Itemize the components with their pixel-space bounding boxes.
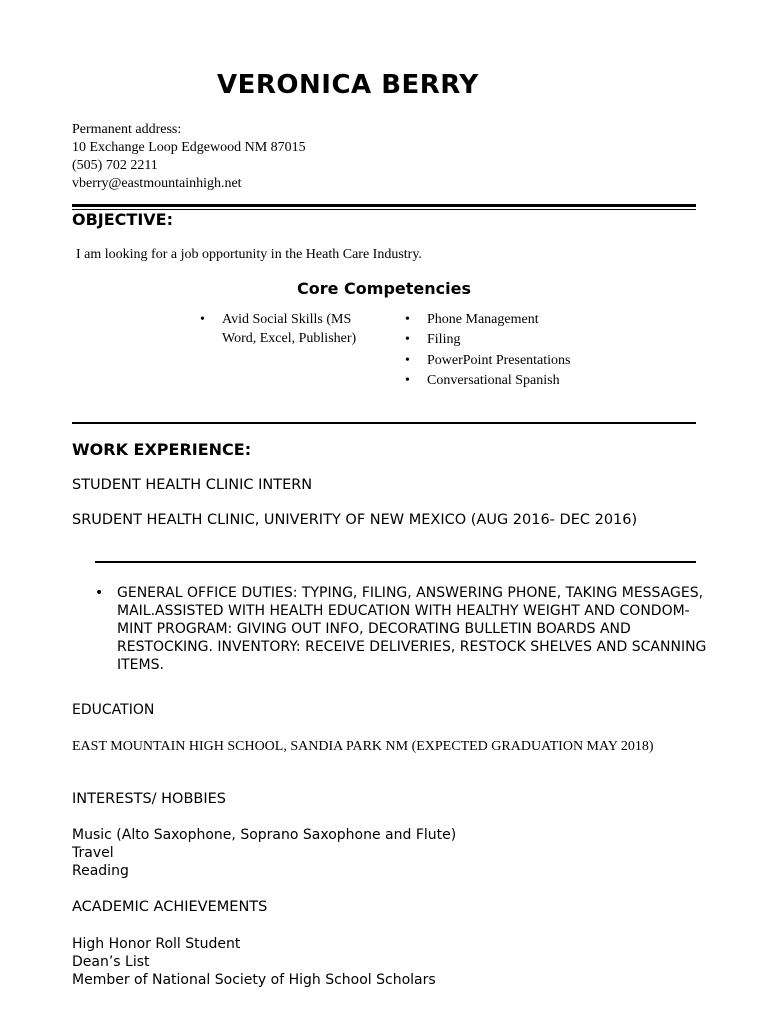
address: 10 Exchange Loop Edgewood NM 87015 bbox=[72, 140, 306, 155]
list-item: Music (Alto Saxophone, Soprano Saxophone and Flute) bbox=[72, 827, 457, 843]
list-item: Travel bbox=[72, 845, 114, 861]
list-item: Dean’s List bbox=[72, 954, 150, 970]
address-label: Permanent address: bbox=[72, 122, 182, 137]
competency-text: PowerPoint Presentations bbox=[427, 352, 571, 368]
competency-text: Filing bbox=[427, 332, 461, 348]
list-item: Member of National Society of High School Scholars bbox=[72, 972, 436, 988]
competency-text: Avid Social Skills (MS Word, Excel, Publisher) bbox=[222, 312, 357, 346]
contact-block bbox=[72, 121, 306, 193]
education-heading: EDUCATION bbox=[72, 702, 155, 718]
list-item bbox=[200, 310, 370, 348]
bullet-icon: • bbox=[405, 332, 410, 348]
bullet-icon: • bbox=[405, 352, 410, 368]
list-item bbox=[405, 330, 625, 349]
section-divider bbox=[72, 422, 696, 424]
work-divider bbox=[95, 561, 696, 563]
list-item bbox=[405, 371, 625, 390]
list-item bbox=[405, 351, 625, 370]
competencies-column-2 bbox=[405, 310, 625, 392]
list-item: Reading bbox=[72, 863, 129, 879]
achievements-list bbox=[72, 935, 436, 989]
job-duties-item bbox=[95, 584, 707, 674]
bullet-icon: • bbox=[200, 312, 205, 327]
resume-name: VERONICA BERRY bbox=[217, 70, 479, 100]
bullet-icon: • bbox=[95, 585, 104, 601]
core-competencies-heading: Core Competencies bbox=[297, 279, 471, 298]
job-employer: SRUDENT HEALTH CLINIC, UNIVERITY OF NEW MEXICO (AUG 2016- DEC 2016) bbox=[72, 512, 638, 528]
objective-heading: OBJECTIVE: bbox=[72, 210, 173, 229]
bullet-icon: • bbox=[405, 312, 410, 327]
objective-text: I am looking for a job opportunity in the Heath Care Industry. bbox=[76, 247, 422, 262]
competency-text: Phone Management bbox=[427, 312, 539, 327]
list-item bbox=[405, 310, 625, 329]
interests-list bbox=[72, 826, 456, 880]
list-item: High Honor Roll Student bbox=[72, 936, 241, 952]
education-school: EAST MOUNTAIN HIGH SCHOOL, SANDIA PARK NM (EXPECTED GRADUATION MAY 2018) bbox=[72, 739, 654, 754]
job-duties-text: GENERAL OFFICE DUTIES: TYPING, FILING, ANSWERING PHONE, TAKING MESSAGES, MAIL.ASSISTED WITH HEALTH EDUCATION WITH HEALTHY WEIGHT AND CONDOM-MINT PROGRAM: GIVING OUT INFO, DECORATING BULLETIN BOARDS AND RESTOCKING. INVENTORY: RECEIVE DELIVERIES, RESTOCK SHELVES AND SCANNING ITEMS. bbox=[117, 585, 707, 673]
email: vberry@eastmountainhigh.net bbox=[72, 176, 242, 191]
achievements-heading: ACADEMIC ACHIEVEMENTS bbox=[72, 899, 268, 915]
interests-heading: INTERESTS/ HOBBIES bbox=[72, 791, 226, 807]
phone: (505) 702 2211 bbox=[72, 158, 158, 173]
competencies-column-1 bbox=[200, 310, 370, 348]
competency-text: Conversational Spanish bbox=[427, 373, 560, 389]
work-experience-heading: WORK EXPERIENCE: bbox=[72, 440, 252, 459]
bullet-icon: • bbox=[405, 373, 410, 389]
job-title: STUDENT HEALTH CLINIC INTERN bbox=[72, 477, 313, 493]
